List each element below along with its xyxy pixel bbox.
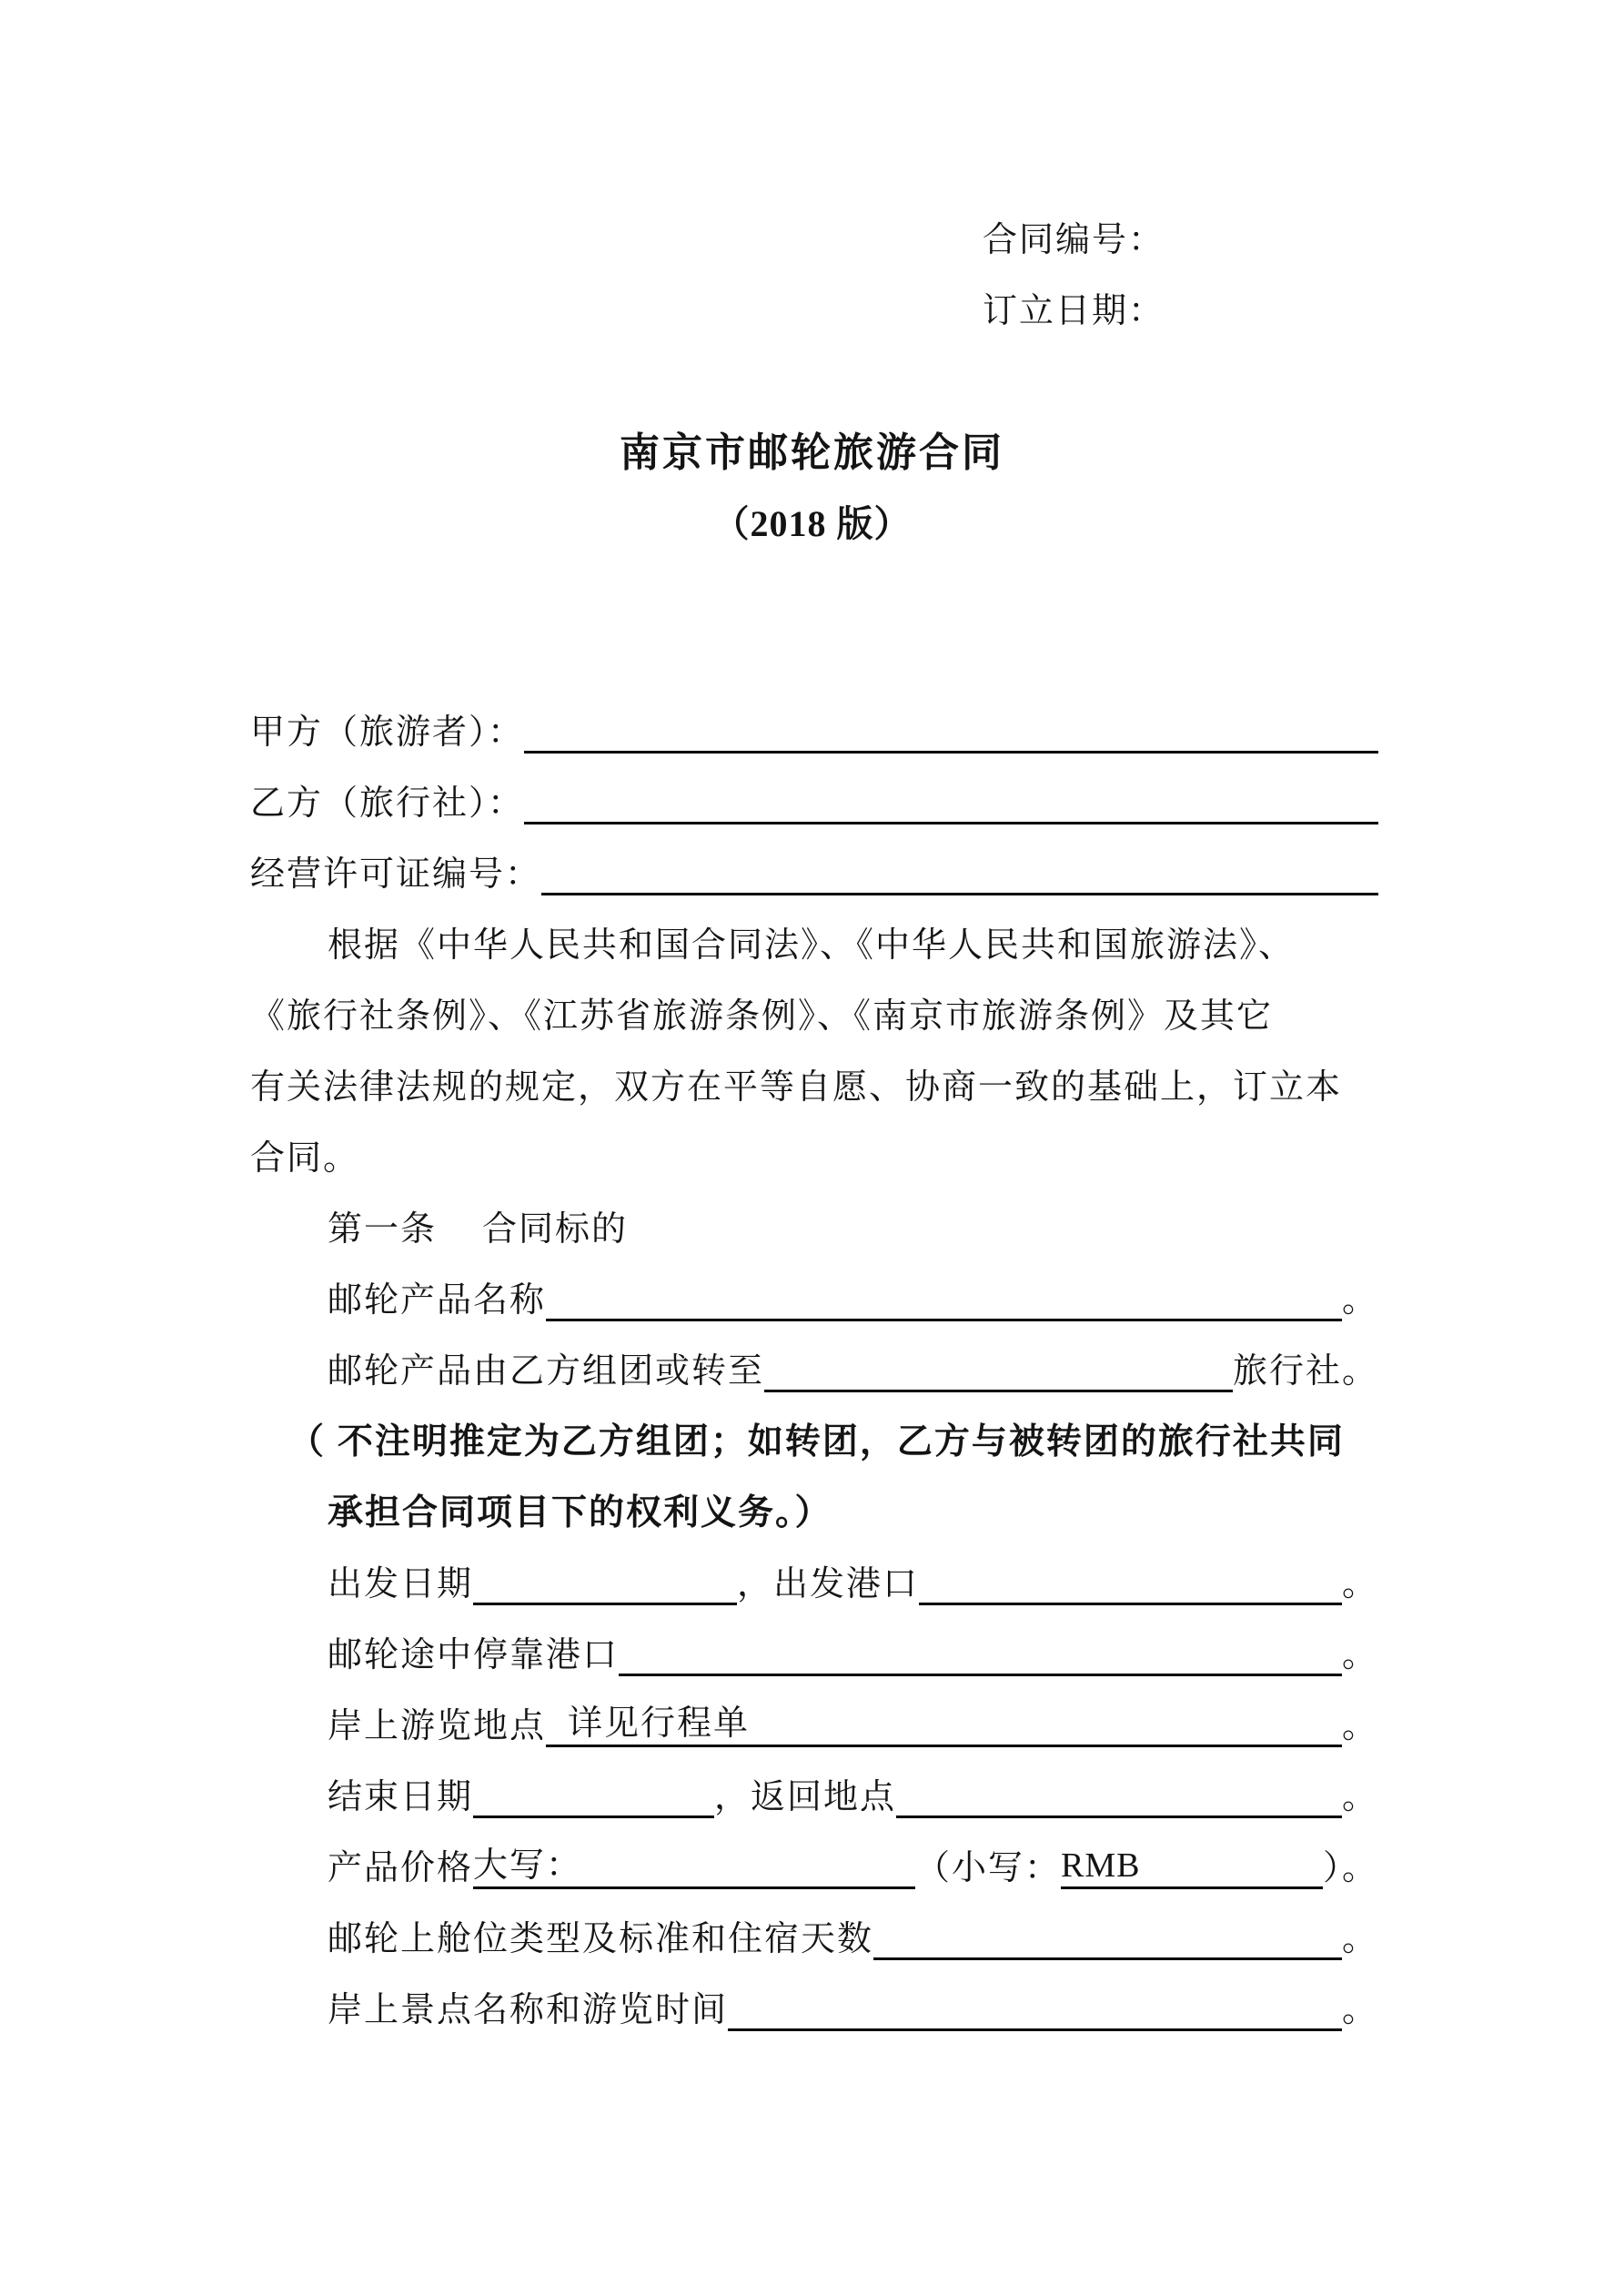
departure-row	[250, 1534, 1378, 1605]
party-b-blank	[524, 822, 1378, 824]
shore-visit-row	[250, 1676, 1378, 1747]
contract-number-label: 合同编号：	[983, 221, 1165, 259]
contract-date-row	[983, 261, 1624, 332]
stop-ports-blank	[619, 1674, 1342, 1676]
period-mark: 。	[1341, 1991, 1378, 2029]
period-mark: 。	[1341, 1707, 1378, 1745]
organizer-label: 邮轮产品由乙方组团或转至	[328, 1352, 765, 1391]
cabin-blank	[873, 1957, 1342, 1960]
period-mark: 。	[1341, 1920, 1378, 1958]
cabin-label: 邮轮上舱位类型及标准和住宿天数	[328, 1920, 874, 1958]
preamble-line-1	[250, 895, 1378, 966]
preamble-text-1: 根据《中华人民共和国合同法》、《中华人民共和国旅游法》、	[328, 926, 1296, 965]
end-date-row	[250, 1747, 1378, 1818]
party-a-blank	[524, 751, 1378, 754]
price-close-mark: ）。	[1322, 1849, 1378, 1887]
period-mark: 。	[1341, 1636, 1378, 1674]
organizer-row	[250, 1321, 1378, 1392]
shore-visit-blank: 详见行程单	[546, 1703, 1342, 1747]
contract-number-row	[983, 190, 1624, 261]
transfer-note-line-2	[250, 1463, 1378, 1534]
period-mark: 。	[1341, 1565, 1378, 1603]
organizer-blank	[764, 1390, 1233, 1392]
license-label: 经营许可证编号：	[250, 855, 542, 894]
stop-ports-label: 邮轮途中停靠港口	[328, 1636, 620, 1674]
organizer-suffix: 旅行社。	[1232, 1352, 1378, 1391]
contract-date-label: 订立日期：	[983, 292, 1165, 330]
transfer-note-text-1: （ 不注明推定为乙方组团；如转团，乙方与被转团的旅行社共同	[288, 1422, 1345, 1462]
shore-visit-label: 岸上游览地点	[328, 1707, 547, 1745]
depart-port-label: ，出发港口	[737, 1565, 920, 1603]
document-title-row	[0, 403, 1624, 474]
document-subtitle: （2018 版）	[712, 503, 912, 544]
end-date-label: 结束日期	[328, 1778, 474, 1816]
preamble-text-3: 有关法律法规的规定，双方在平等自愿、协商一致的基础上，订立本	[250, 1068, 1343, 1107]
transfer-note-text-2: 承担合同项目下的权利义务。）	[328, 1493, 832, 1532]
document-subtitle-row	[0, 474, 1624, 545]
stop-ports-row	[250, 1605, 1378, 1676]
product-name-label: 邮轮产品名称	[328, 1281, 547, 1320]
license-row	[250, 824, 1378, 895]
depart-date-label: 出发日期	[328, 1565, 474, 1603]
product-name-blank	[546, 1319, 1342, 1321]
depart-port-blank	[919, 1603, 1342, 1605]
shore-sites-blank	[728, 2028, 1342, 2031]
price-small-label: （小写：	[914, 1849, 1061, 1887]
preamble-line-4	[250, 1108, 1378, 1179]
license-blank	[541, 893, 1378, 895]
period-mark: 。	[1341, 1778, 1378, 1816]
shore-sites-label: 岸上景点名称和游览时间	[328, 1991, 729, 2029]
period-mark: 。	[1341, 1281, 1378, 1320]
preamble-text-4: 合同。	[250, 1139, 360, 1178]
price-row	[250, 1818, 1378, 1889]
transfer-note-line-1	[250, 1392, 1378, 1463]
party-a-label: 甲方（旅游者）：	[250, 713, 525, 752]
depart-date-blank	[473, 1603, 737, 1605]
end-date-blank	[473, 1816, 714, 1818]
article1-title: 合同标的	[482, 1210, 629, 1249]
preamble-text-2: 《旅行社条例》、《江苏省旅游条例》、《南京市旅游条例》及其它	[250, 997, 1274, 1036]
price-rmb-blank: RMB	[1061, 1845, 1323, 1889]
price-caps-blank: 大写：	[473, 1845, 915, 1889]
shore-sites-row	[250, 1960, 1378, 2031]
header-meta	[983, 190, 1624, 332]
product-name-row	[250, 1250, 1378, 1321]
cabin-row	[250, 1889, 1378, 1960]
preamble-line-3	[250, 1037, 1378, 1108]
preamble-line-2	[250, 966, 1378, 1037]
party-b-label: 乙方（旅行社）：	[250, 784, 525, 823]
return-place-label: ，返回地点	[714, 1778, 897, 1816]
party-b-row	[250, 754, 1378, 824]
article1-heading-row	[250, 1179, 1378, 1250]
party-a-row	[250, 683, 1378, 754]
price-label: 产品价格	[328, 1849, 474, 1887]
document-title: 南京市邮轮旅游合同	[620, 430, 1004, 475]
contract-body	[250, 683, 1378, 2031]
return-place-blank	[896, 1816, 1342, 1818]
article1-number: 第一条	[328, 1210, 438, 1249]
